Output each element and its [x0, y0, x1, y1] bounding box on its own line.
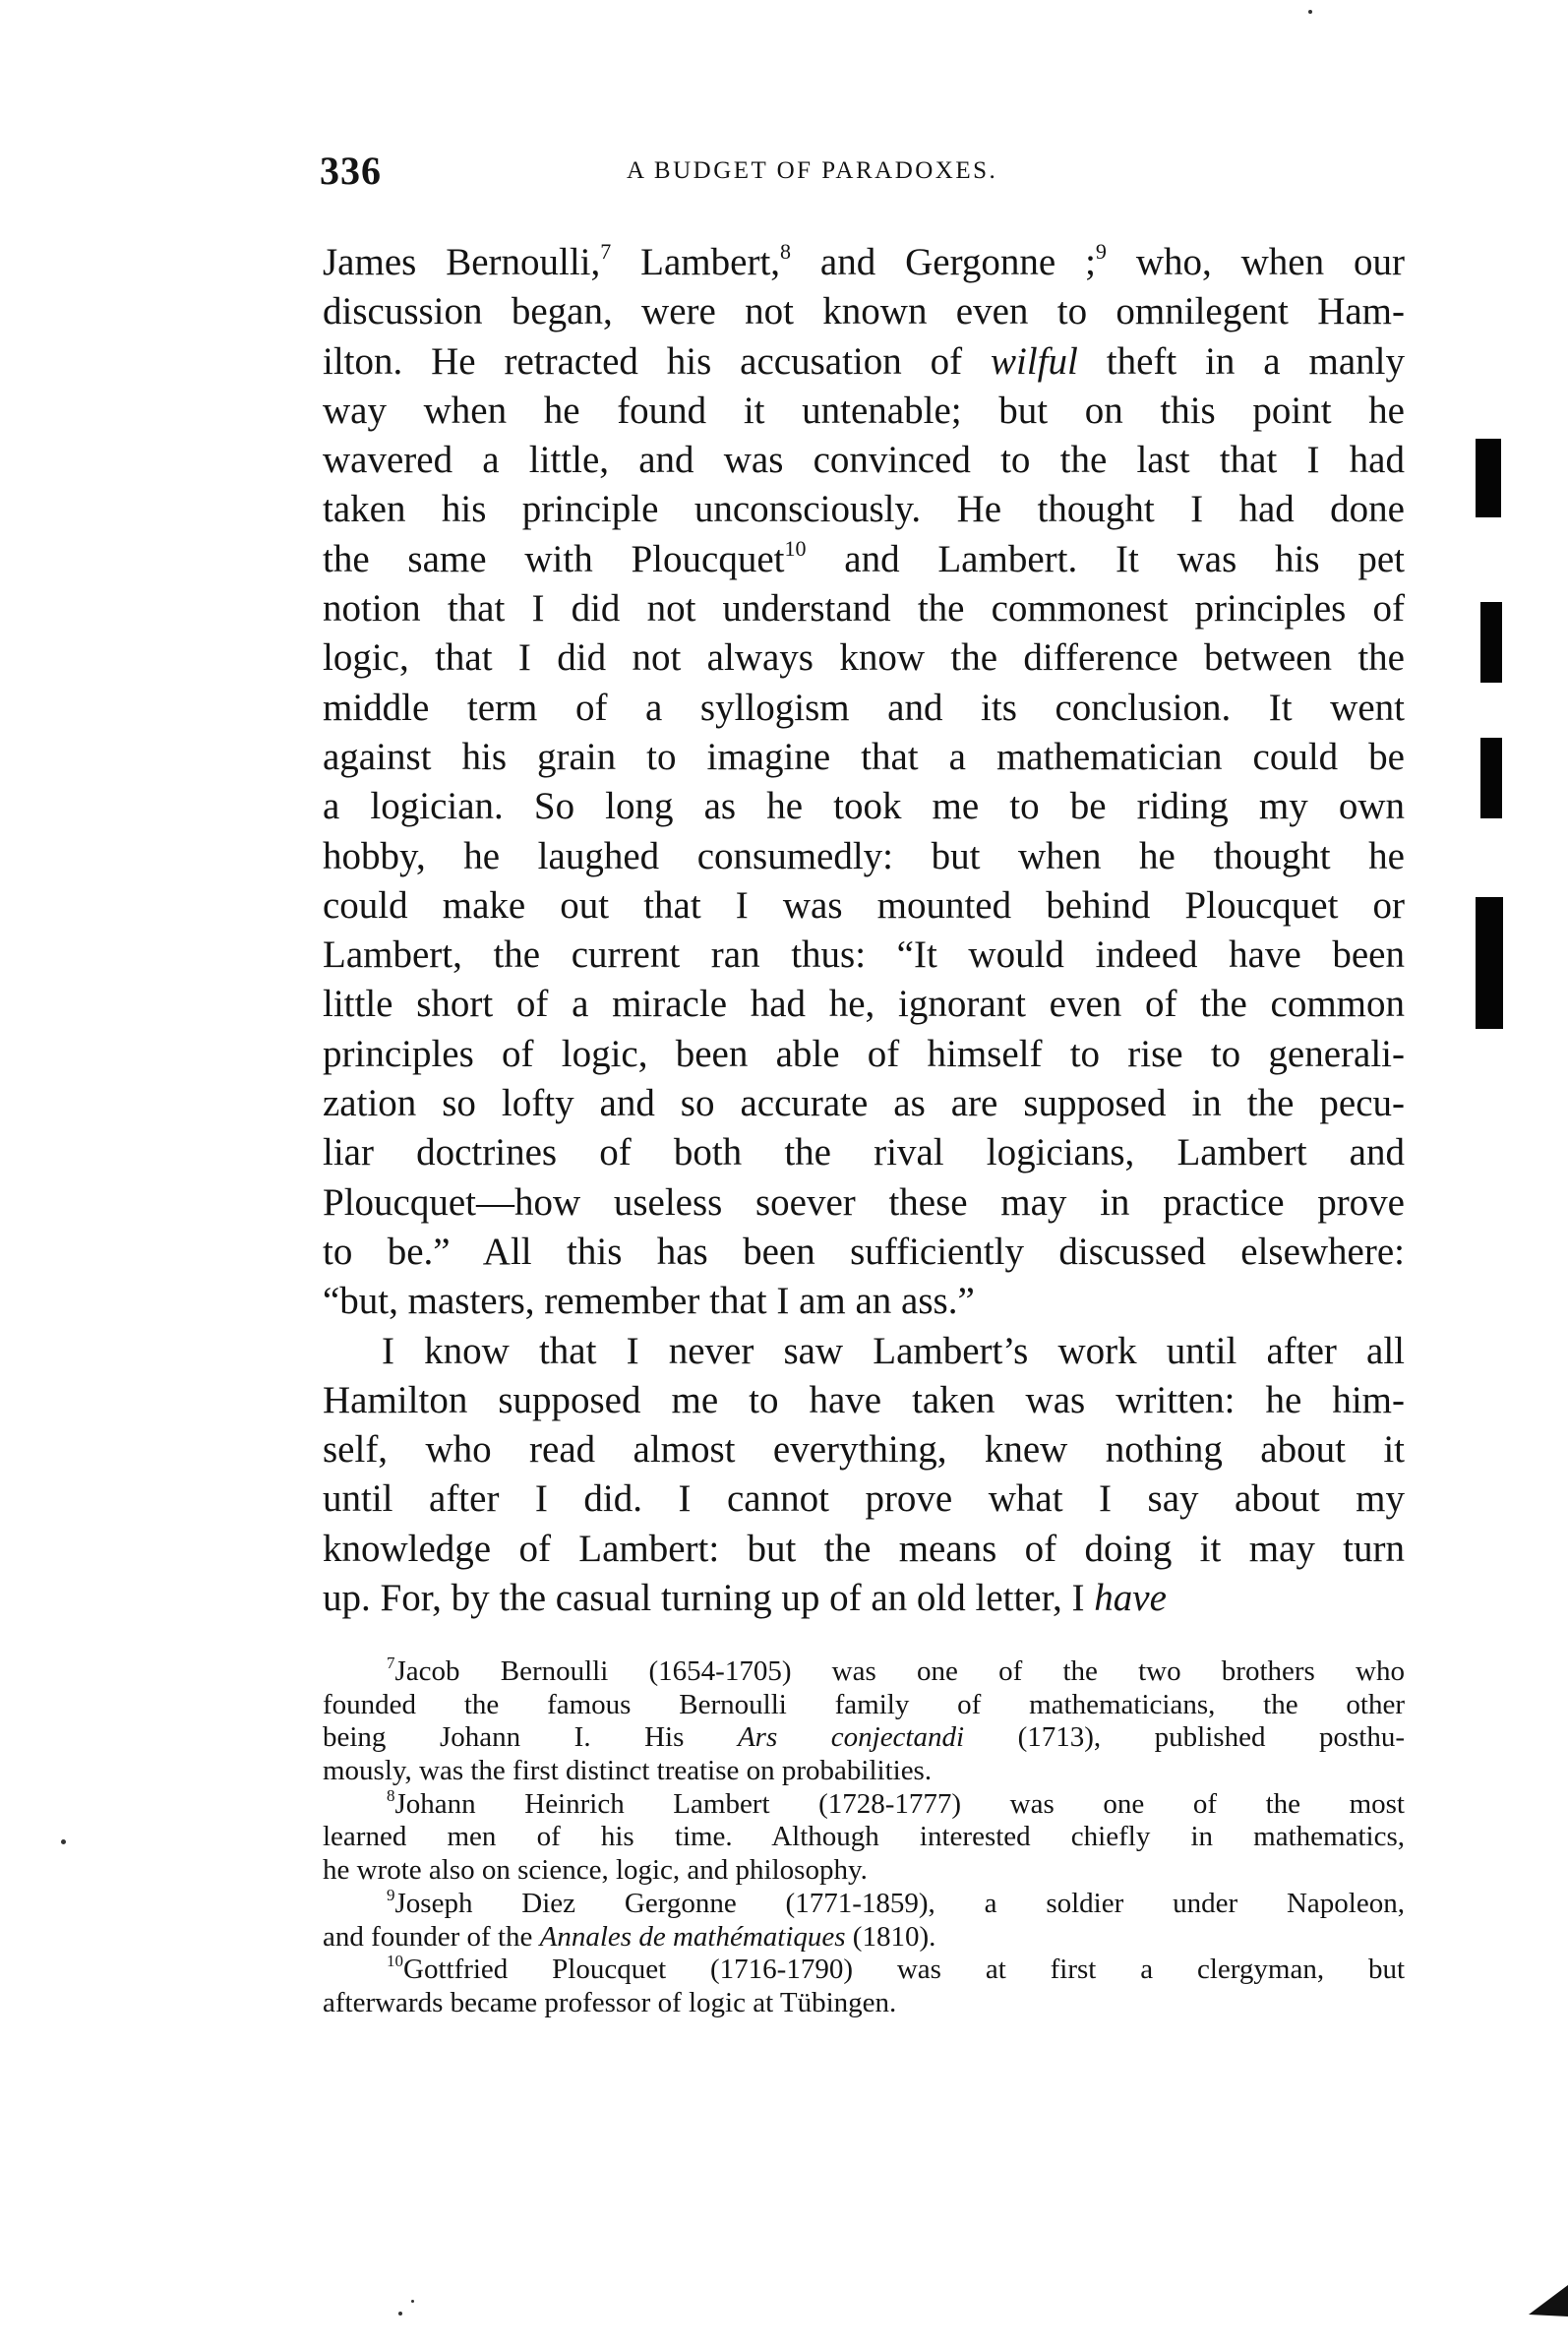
text-line-14: could make out that I was mounted behind Ploucquet or [323, 883, 1405, 927]
text-line-9: logic, that I did not always know the difference between the [323, 636, 1405, 680]
text-line-7 [323, 535, 1405, 584]
text-segment: James Bernoulli, [323, 241, 601, 283]
text-line-6: taken his principle unconsciously. He thought I had done [323, 488, 1405, 531]
footnote-9-line-1 [323, 1885, 1405, 1921]
main-text [323, 238, 1405, 1623]
footnote-10-text-1: Gottfried Ploucquet (1716-1790) was at first a clergyman, but [403, 1954, 1405, 1986]
text-segment: and Gergonne ; [791, 241, 1096, 283]
text-line-22: “but, masters, remember that I am an ass.” [323, 1280, 975, 1323]
footnote-9-mark: 9 [387, 1885, 395, 1904]
footnote-7-text-3b: (1713), published posthu- [964, 1721, 1405, 1754]
text-line-27: knowledge of Lambert: but the means of doing it may turn [323, 1527, 1405, 1570]
footnote-ref-7: 7 [600, 239, 612, 264]
footnote-9-text-2a: and founder of the [323, 1920, 540, 1953]
text-segment: and Lambert. It was his pet [806, 537, 1405, 580]
text-line-21: to be.” All this has been sufficiently discussed elsewhere: [323, 1230, 1405, 1273]
footnote-8-mark: 8 [387, 1785, 395, 1805]
text-line-13: hobby, he laughed consumedly: but when he thought he [323, 834, 1405, 877]
footnote-7-text-1: Jacob Bernoulli (1654-1705) was one of the two brothers who [394, 1655, 1405, 1687]
text-segment: ilton. He retracted his accusation of [323, 339, 991, 383]
footnote-7-mark: 7 [387, 1654, 395, 1672]
footnotes [323, 1655, 1405, 2020]
scan-speck [398, 2312, 402, 2316]
text-line-26: until after I did. I cannot prove what I say about my [323, 1477, 1405, 1521]
text-line-28 [323, 1574, 1405, 1623]
footnote-8-line-2: learned men of his time. Although interested chiefly in mathematics, [323, 1821, 1405, 1853]
footnote-9-italic-title: Annales de mathématiques [539, 1920, 846, 1953]
footnote-10-line-1 [323, 1954, 1405, 1987]
scan-blot [1476, 439, 1501, 517]
footnote-8-line-1 [323, 1785, 1405, 1822]
italic-word: have [1094, 1577, 1167, 1620]
text-line-1 [323, 238, 1405, 287]
text-line-5: wavered a little, and was convinced to the last that I had [323, 439, 1405, 482]
scan-blot [1480, 738, 1502, 818]
footnote-7-line-3 [323, 1721, 1405, 1755]
text-segment: up. For, by the casual turning up of an old letter, I [323, 1577, 1095, 1620]
text-line-8: notion that I did not understand the commonest principles of [323, 587, 1405, 631]
text-segment: Lambert, [611, 241, 781, 283]
text-line-17: principles of logic, been able of himself to rise to generali- [323, 1032, 1405, 1075]
footnote-ref-9: 9 [1095, 239, 1107, 264]
footnote-ref-10: 10 [784, 535, 807, 561]
scan-blot [1480, 602, 1502, 683]
scan-speck [1308, 10, 1312, 14]
text-line-18: zation so lofty and so accurate as are supposed in the pecu- [323, 1082, 1405, 1125]
text-line-19: liar doctrines of both the rival logicians, Lambert and [323, 1131, 1405, 1174]
footnote-7-line-4: mously, was the first distinct treatise on probabilities. [323, 1755, 933, 1787]
text-line-10: middle term of a syllogism and its conclusion. It went [323, 686, 1405, 729]
text-segment: theft in a manly [1077, 339, 1405, 383]
footnote-9-text-1: Joseph Diez Gergonne (1771-1859), a soldier under Napoleon, [394, 1887, 1405, 1919]
footnote-10-line-2: afterwards became professor of logic at Tübingen. [323, 1986, 897, 2018]
footnote-7-line-1 [323, 1655, 1405, 1689]
text-line-24: Hamilton supposed me to have taken was written: he him- [323, 1378, 1405, 1421]
text-segment: who, when our [1106, 241, 1405, 283]
text-line-25: self, who read almost everything, knew nothing about it [323, 1428, 1405, 1472]
text-line-3 [323, 337, 1405, 387]
footnote-7-text-3a: being Johann I. His [323, 1721, 738, 1754]
page-corner-mark [1529, 2277, 1568, 2316]
text-segment: the same with Ploucquet [323, 537, 785, 580]
text-line-4: way when he found it untenable; but on this point he [323, 389, 1405, 432]
footnote-10-mark: 10 [387, 1952, 403, 1971]
text-line-23: I know that I never saw Lambert’s work until after all [382, 1329, 1405, 1372]
footnote-9-text-2b: (1810). [845, 1920, 936, 1953]
running-title: A BUDGET OF PARADOXES. [627, 157, 998, 184]
footnote-8-line-3: he wrote also on science, logic, and philosophy. [323, 1854, 868, 1887]
text-line-11: against his grain to imagine that a mathematician could be [323, 735, 1405, 778]
footnote-7-line-2: founded the famous Bernoulli family of mathematicians, the other [323, 1688, 1405, 1720]
running-head [320, 148, 1402, 197]
text-line-16: little short of a miracle had he, ignorant even of the common [323, 983, 1405, 1026]
text-line-20: Ploucquet—how useless soever these may in practice prove [323, 1180, 1405, 1224]
scan-speck [411, 2300, 414, 2303]
italic-word: wilful [991, 339, 1078, 383]
footnote-7-italic-title: Ars conjectandi [737, 1721, 965, 1754]
footnote-ref-8: 8 [780, 239, 792, 264]
text-line-12: a logician. So long as he took me to be riding my own [323, 785, 1405, 828]
page-number: 336 [320, 149, 382, 193]
footnote-9-line-2 [323, 1921, 1405, 1955]
scan-speck [61, 1839, 66, 1844]
scan-blot [1476, 897, 1503, 1029]
text-line-2: discussion began, were not known even to omnilegent Ham- [323, 290, 1405, 333]
footnote-8-text-1: Johann Heinrich Lambert (1728-1777) was one of the most [394, 1787, 1405, 1820]
text-line-15: Lambert, the current ran thus: “It would indeed have been [323, 933, 1405, 977]
